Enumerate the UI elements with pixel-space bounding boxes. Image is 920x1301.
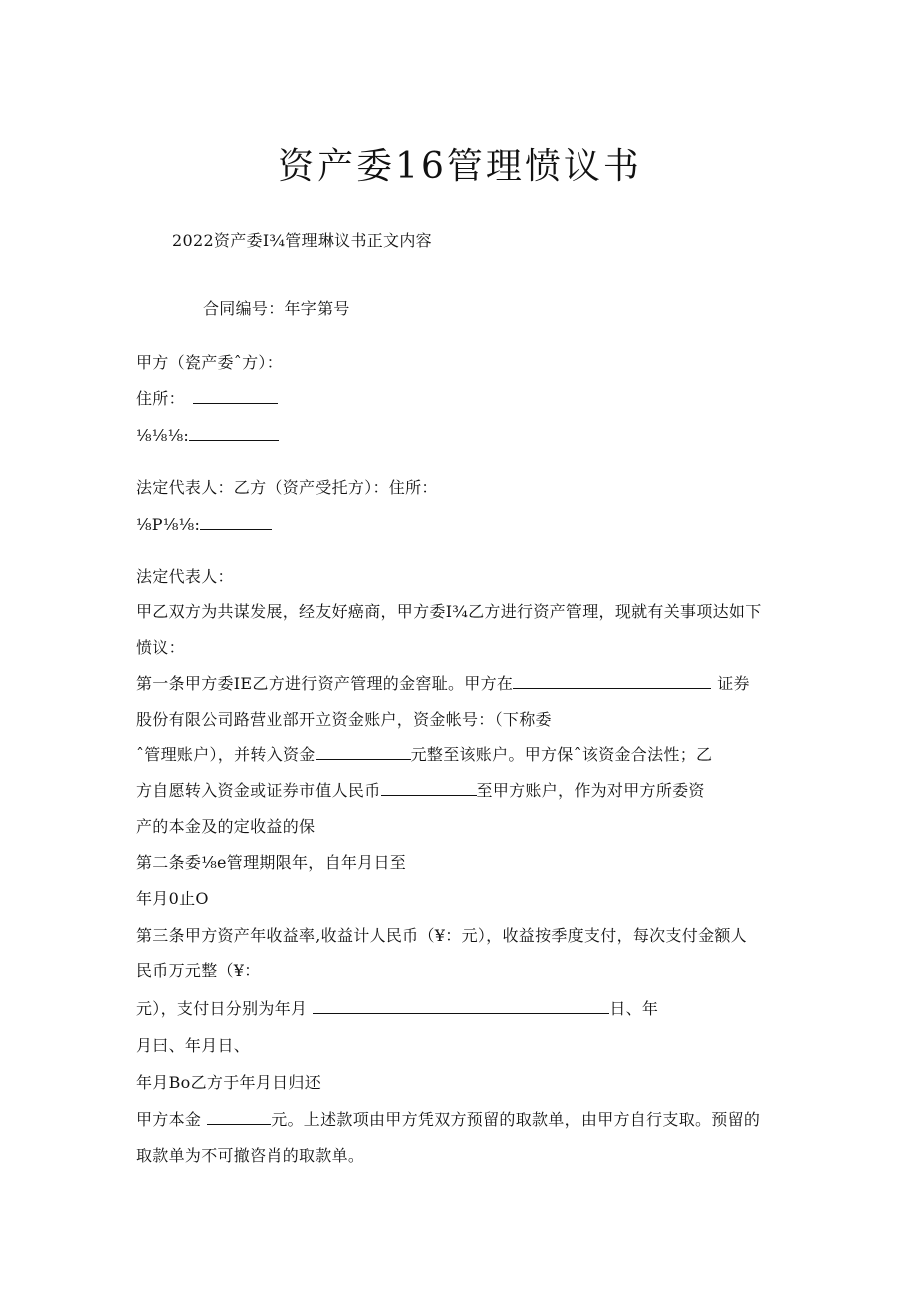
article-3-line-3 bbox=[136, 999, 658, 1019]
article-1-text: 证券 bbox=[717, 674, 750, 693]
article-1-text: 至甲方账户，作为对甲方所委资 bbox=[476, 781, 705, 800]
party-a-heading: 甲方（瓷产委ˆ方）： bbox=[136, 353, 284, 372]
party-a-field bbox=[136, 426, 279, 446]
article-3-line-5: 年月Bo乙方于年月日归还 bbox=[136, 1073, 321, 1092]
party-b-field bbox=[136, 515, 272, 535]
article-3-line-1: 第三条甲方资产年收益率,收益计人民币（¥：元），收益按季度支付，每次支付金额人 bbox=[136, 926, 747, 945]
blank-field bbox=[200, 515, 272, 530]
article-1-line-2: 股份有限公司路营业部开立资金账户，资金帐号：（下称委 bbox=[136, 710, 552, 729]
document-title: 资产委16管理愤议书 bbox=[278, 146, 642, 187]
closing-text: 元。上述款项由甲方凭双方预留的取款单，由甲方自行支取。预留的 bbox=[271, 1110, 761, 1129]
party-b-field-label: ⅛P⅛⅛: bbox=[136, 515, 201, 534]
article-2-line-2: 年月0止O bbox=[136, 889, 209, 908]
article-1-text: 元整至该账户。甲方保ˆ该资金合法性；乙 bbox=[410, 745, 713, 764]
article-3-text: 元），支付日分别为年月 bbox=[136, 999, 308, 1018]
representative-line: 法定代表人：乙方（资产受托方）：住所： bbox=[136, 478, 438, 497]
party-a-address-label: 住所： bbox=[136, 389, 185, 408]
blank-field bbox=[207, 1110, 271, 1125]
blank-field bbox=[193, 389, 278, 404]
blank-field bbox=[316, 745, 411, 760]
blank-field bbox=[381, 781, 477, 796]
intro-line-1: 甲乙双方为共谋发展，经友好癌商，甲方委I¾乙方进行资产管理，现就有关事项达如下 bbox=[136, 602, 762, 621]
article-3-text: 日、年 bbox=[609, 999, 659, 1018]
article-3-line-4: 月曰、年月日、 bbox=[136, 1036, 251, 1055]
blank-field bbox=[513, 674, 711, 689]
article-1-line-5: 产的本金及的定收益的保 bbox=[136, 817, 316, 836]
closing-line-1 bbox=[136, 1110, 760, 1130]
article-1-line-4 bbox=[136, 781, 705, 801]
article-1-text: 方自愿转入资金或证券市值人民币 bbox=[136, 781, 381, 800]
article-1-text: 第一条甲方委IE乙方进行资产管理的金窖耻。甲方在 bbox=[136, 674, 514, 693]
blank-field bbox=[189, 426, 279, 441]
article-3-line-2: 民币万元整（¥： bbox=[136, 961, 261, 980]
article-2-line-1: 第二条委⅛e管理期限年，自年月日至 bbox=[136, 853, 407, 872]
closing-line-2: 取款单为不可撤咨肖的取款单。 bbox=[136, 1146, 365, 1165]
closing-text: 甲方本金 bbox=[136, 1110, 202, 1129]
document-subtitle: 2022资产委I¾管理琳议书正文内容 bbox=[172, 231, 432, 250]
article-1-line-3 bbox=[136, 745, 712, 765]
blank-field bbox=[313, 999, 609, 1014]
party-a-address bbox=[136, 389, 278, 409]
party-a-field-label: ⅛⅛⅛: bbox=[136, 426, 190, 445]
contract-number: 合同编号：年字第号 bbox=[203, 299, 350, 318]
intro-line-2: 愤议： bbox=[136, 638, 185, 657]
article-1-text: ˆ管理账户），并转入资金 bbox=[136, 745, 316, 764]
representative-label: 法定代表人： bbox=[136, 567, 234, 586]
article-1-line-1 bbox=[136, 674, 750, 694]
